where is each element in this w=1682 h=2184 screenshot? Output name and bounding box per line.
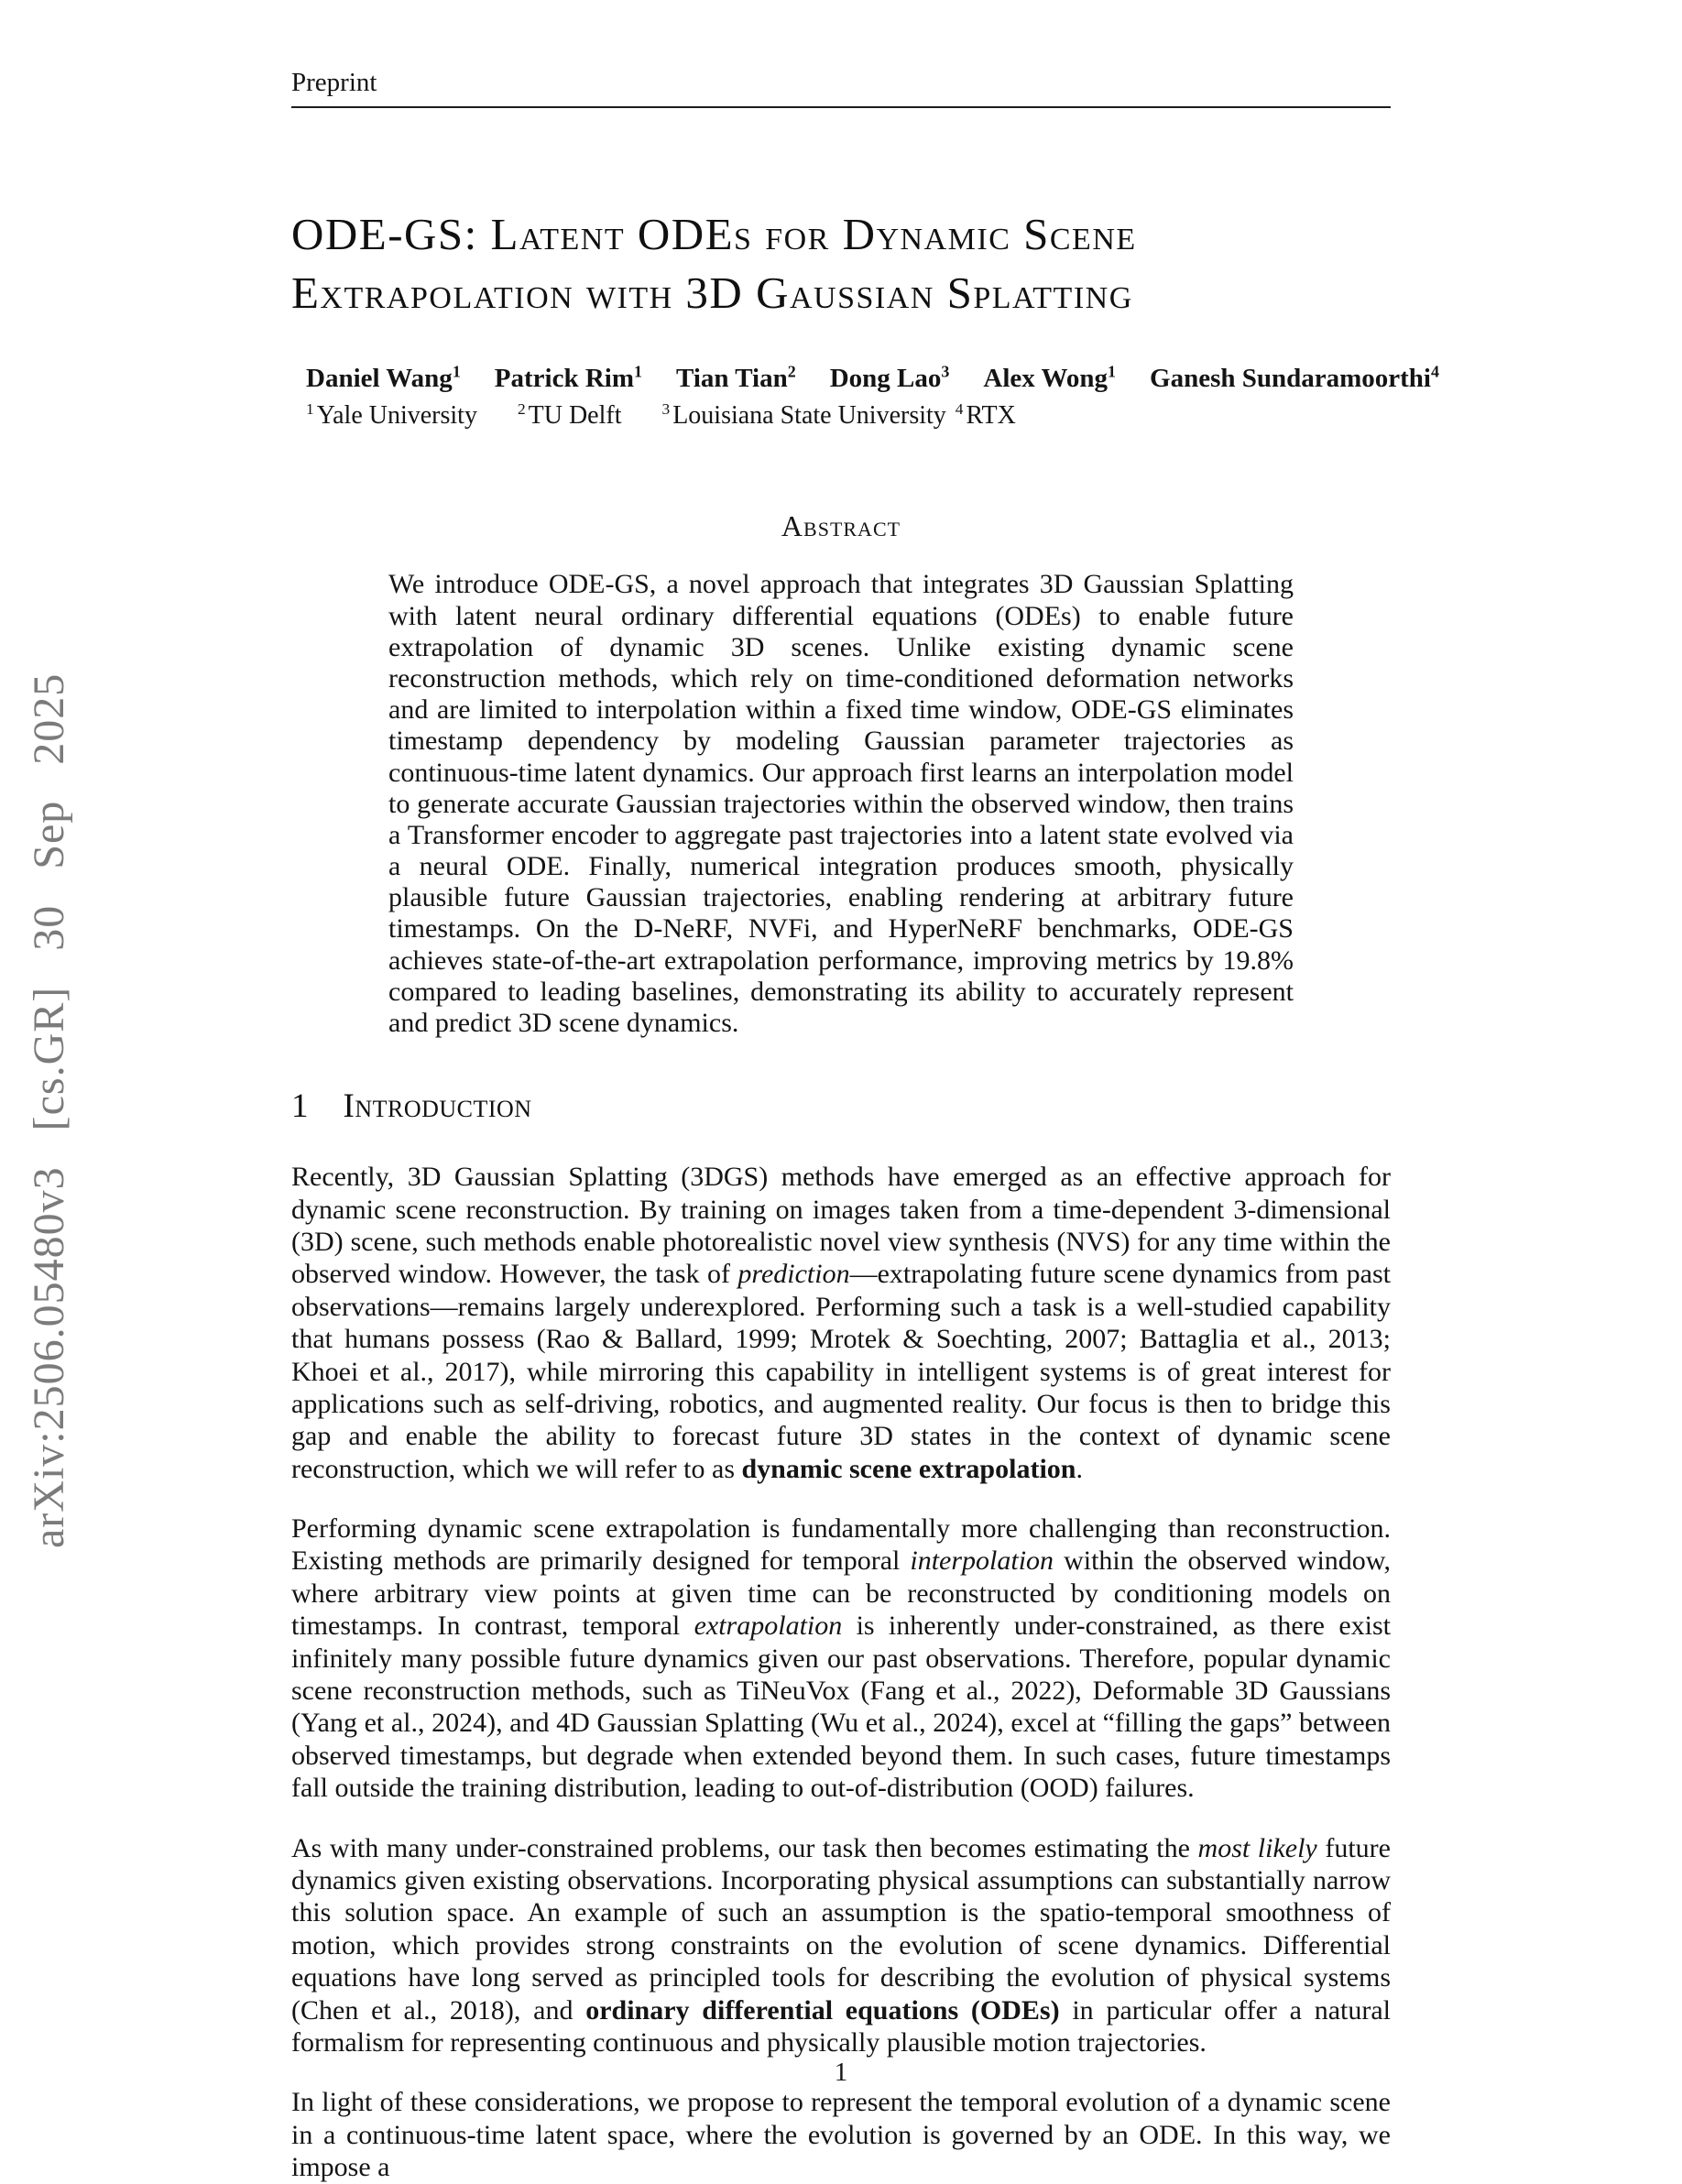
text-run: In light of these considerations, we propose to represent the temporal evolution of a dynamic scene in a continuous-time latent space, where the evolution is governed by an ODE. In this way, we impose a	[291, 2087, 1391, 2183]
preprint-label: Preprint	[291, 68, 377, 97]
author-affiliation-mark: 4	[1431, 362, 1439, 381]
author	[495, 364, 642, 394]
text-run: in particular offer a natural formalism for representing continuous and physically plausible motion trajectories.	[291, 1994, 1391, 2058]
author	[306, 364, 461, 394]
text-run: .	[1076, 1453, 1083, 1484]
author	[983, 364, 1116, 394]
affiliation-label: Louisiana State University	[672, 401, 946, 431]
affiliation	[956, 401, 1016, 431]
author-name: Patrick Rim	[494, 364, 635, 394]
section-title: Introduction	[343, 1087, 532, 1126]
abstract-text: We introduce ODE-GS, a novel approach that integrates 3D Gaussian Splatting with latent neural ordinary differential equations (ODEs) to enable future extrapolation of dynamic 3D scenes. Unlike existing dynamic scene reconstruction methods, which rely on time-conditioned deformation networks and are limited to interpolation within a fixed time window, ODE-GS eliminates timestamp dependency by modeling Gaussian parameter trajectories as continuous-time latent dynamics. Our approach first learns an interpolation model to generate accurate Gaussian trajectories within the observed window, then trains a Transformer encoder to aggregate past trajectories into a latent state evolved via a neural ODE. Finally, numerical integration produces smooth, physically plausible future Gaussian trajectories, enabling rendering at arbitrary future timestamps. On the D-NeRF, NVFi, and HyperNeRF benchmarks, ODE-GS achieves state-of-the-art extrapolation performance, improving metrics by 19.8% compared to leading baselines, demonstrating its ability to accurately represent and predict 3D scene dynamics.	[388, 569, 1294, 1038]
text-run-italic: interpolation	[910, 1545, 1054, 1577]
affiliation-mark: 4	[955, 400, 964, 419]
author-name: Ganesh Sundaramoorthi	[1150, 364, 1431, 394]
affiliation-label: RTX	[966, 401, 1016, 431]
affiliation-label: Yale University	[316, 401, 477, 431]
text-run: future dynamics given existing observations. Incorporating physical assumptions can substantially narrow this solution space. An example of such an assumption is the spatio-temporal smoothness of motion, which provides strong constraints on the evolution of scene dynamics. Differential equations have long served as principled tools for describing the evolution of physical systems (Chen et al., 2018), and	[291, 1832, 1391, 2026]
text-run-italic: extrapolation	[694, 1611, 843, 1642]
intro-paragraph-3	[291, 1832, 1391, 2059]
intro-paragraph-2	[291, 1512, 1391, 1805]
text-run-bold: ordinary differential equations (ODEs)	[585, 1994, 1060, 2026]
authors-row	[291, 362, 1439, 394]
affiliation	[518, 401, 622, 431]
author-affiliation-mark: 2	[787, 362, 796, 381]
author-name: Tian Tian	[676, 364, 788, 394]
affiliation-label: TU Delft	[528, 401, 622, 431]
section-number: 1	[291, 1087, 309, 1126]
author-name: Dong Lao	[829, 364, 942, 394]
affiliations-row	[291, 401, 1391, 431]
author	[830, 364, 950, 394]
arxiv-watermark: arXiv:2506.05480v3 [cs.GR] 30 Sep 2025	[25, 672, 73, 1549]
intro-paragraph-4	[291, 2086, 1391, 2183]
affiliation	[306, 401, 477, 431]
text-run: Performing dynamic scene extrapolation is fundamentally more challenging than reconstruction. Existing methods are primarily designed for temporal	[291, 1513, 1391, 1577]
affiliation-mark: 1	[306, 400, 314, 419]
page-number: 1	[834, 2058, 848, 2087]
page-content	[291, 0, 1439, 2184]
paper-title	[291, 205, 1391, 322]
text-run-italic: most likely	[1197, 1832, 1317, 1863]
author-name: Daniel Wang	[306, 364, 453, 394]
text-run: —extrapolating future scene dynamics from past observations—remains largely underexplored. Performing such a task is a well-studied capability that humans possess (Rao & Ballard, 1999; Mrotek & Soechting, 2007; Battaglia et al., 2013; Khoei et al., 2017), while mirroring this capability in intelligent systems is of great interest for applications such as self-driving, robotics, and augmented reality. Our focus is then to bridge this gap and enable the ability to forecast future 3D states in the context of dynamic scene reconstruction, which we will refer to as	[291, 1259, 1391, 1484]
preprint-header	[291, 68, 1391, 108]
author-affiliation-mark: 1	[634, 362, 642, 381]
affiliation-mark: 2	[517, 400, 526, 419]
text-run: As with many under-constrained problems, our task then becomes estimating the	[291, 1832, 1198, 1863]
author-affiliation-mark: 3	[941, 362, 950, 381]
text-run: is inherently under-constrained, as there exist infinitely many possible future dynamics given our past observations. Therefore, popular dynamic scene reconstruction methods, such as TiNeuVox (Fang et al., 2022), Deformable 3D Gaussians (Yang et al., 2024), and 4D Gaussian Splatting (Wu et al., 2024), excel at “filling the gaps” between observed timestamps, but degrade when extended beyond them. In such cases, future timestamps fall outside the training distribution, leading to out-of-distribution (OOD) failures.	[291, 1611, 1391, 1804]
text-run: within the observed window, where arbitrary view points at given time can be reconstructed by conditioning models on timestamps. In contrast, temporal	[291, 1545, 1391, 1642]
author-affiliation-mark: 1	[452, 362, 461, 381]
text-run-italic: prediction	[737, 1259, 850, 1290]
author-name: Alex Wong	[983, 364, 1109, 394]
text-run-bold: dynamic scene extrapolation	[741, 1453, 1076, 1484]
author	[676, 364, 796, 394]
paper-title-line-1: ODE-GS: Latent ODEs for Dynamic Scene	[291, 209, 1137, 259]
section-heading-introduction	[291, 1087, 1391, 1126]
text-run: Recently, 3D Gaussian Splatting (3DGS) methods have emerged as an effective approach for dynamic scene reconstruction. By training on images taken from a time-dependent 3-dimensional (3D) scene, such methods enable photorealistic novel view synthesis (NVS) for any time within the observed window. However, the task of	[291, 1162, 1391, 1290]
affiliation-mark: 3	[661, 400, 671, 419]
affiliation	[662, 401, 946, 431]
intro-paragraph-1	[291, 1161, 1391, 1485]
author-affiliation-mark: 1	[1108, 362, 1117, 381]
paper-title-line-2: Extrapolation with 3D Gaussian Splatting	[291, 267, 1133, 318]
author	[1150, 364, 1439, 394]
abstract-heading: Abstract	[781, 509, 901, 543]
